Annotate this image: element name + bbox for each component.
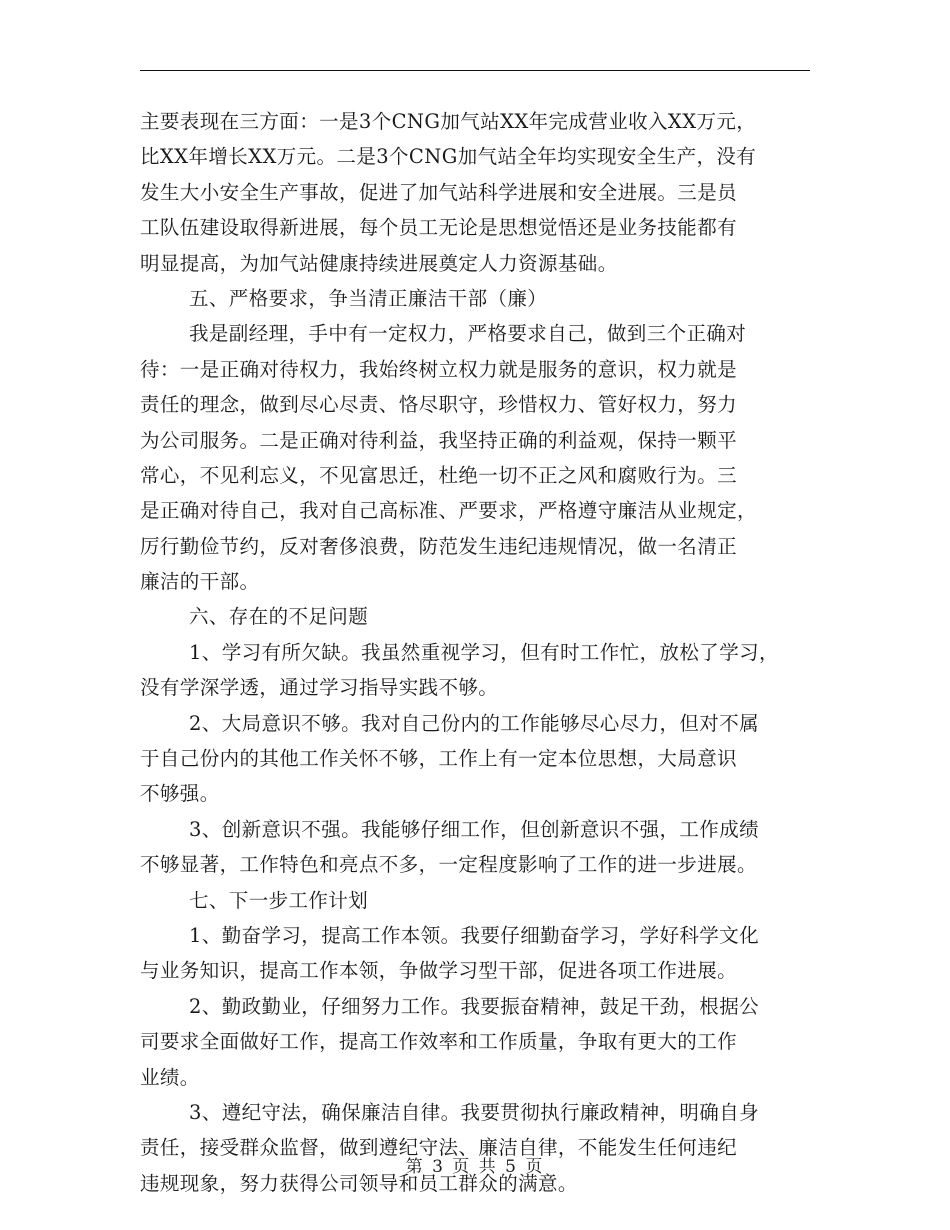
header-rule: [140, 70, 810, 71]
page-number-footer: 第 3 页 共 5 页: [405, 1157, 545, 1177]
text-line: 2、勤政勤业，仔细努力工作。我要振奋精神，鼓足干劲，根据公: [189, 994, 760, 1018]
text-line: 与业务知识，提高工作本领，争做学习型干部，促进各项工作进展。: [140, 959, 738, 983]
text-line: 不够显著，工作特色和亮点不多，一定程度影响了工作的进一步进展。: [140, 853, 757, 877]
text-line: 2、大局意识不够。我对自己份内的工作能够尽心尽力，但对不属: [189, 711, 760, 735]
text-line: 明显提高，为加气站健康持续进展奠定人力资源基础。: [140, 251, 618, 275]
text-line: 不够强。: [140, 782, 220, 806]
text-line: 常心，不见利忘义，不见富思迁，杜绝一切不正之风和腐败行为。三: [140, 463, 738, 487]
text-line: 没有学深学透，通过学习指导实践不够。: [140, 676, 499, 700]
text-line: 司要求全面做好工作，提高工作效率和工作质量，争取有更大的工作: [140, 1030, 738, 1054]
text-line: 廉洁的干部。: [140, 570, 260, 594]
text-line: 3、创新意识不强。我能够仔细工作，但创新意识不强，工作成绩: [189, 817, 760, 841]
text-line: 业绩。: [140, 1065, 200, 1089]
text-line: 3、遵纪守法，确保廉洁自律。我要贯彻执行廉政精神，明确自身: [189, 1100, 760, 1124]
text-line: 是正确对待自己，我对自己高标准、严要求，严格遵守廉洁从业规定，: [140, 499, 757, 523]
text-line: 责任的理念，做到尽心尽责、恪尽职守，珍惜权力、管好权力，努力: [140, 393, 738, 417]
text-line: 厉行勤俭节约，反对奢侈浪费，防范发生违纪违规情况，做一名清正: [140, 534, 738, 558]
text-line: 我是副经理，手中有一定权力，严格要求自己，做到三个正确对: [189, 322, 747, 346]
text-line: 六、存在的不足问题: [189, 605, 369, 629]
text-line: 1、学习有所欠缺。我虽然重视学习，但有时工作忙，放松了学习，: [189, 640, 779, 664]
text-line: 比XX年增长XX万元。二是3个CNG加气站全年均实现安全生产，没有: [140, 145, 757, 169]
text-line: 违规现象，努力获得公司领导和员工群众的满意。: [140, 1171, 578, 1195]
text-line: 工队伍建设取得新进展，每个员工无论是思想觉悟还是业务技能都有: [140, 216, 738, 240]
text-line: 责任，接受群众监督，做到遵纪守法、廉洁自律，不能发生任何违纪: [140, 1136, 738, 1160]
text-line: 1、勤奋学习，提高工作本领。我要仔细勤奋学习，学好科学文化: [189, 923, 760, 947]
text-line: 待：一是正确对待权力，我始终树立权力就是服务的意识，权力就是: [140, 357, 738, 381]
text-line: 七、下一步工作计划: [189, 888, 369, 912]
text-line: 发生大小安全生产事故，促进了加气站科学进展和安全进展。三是员: [140, 180, 738, 204]
document-body: [140, 104, 812, 1201]
text-line: 五、严格要求，争当清正廉洁干部（廉）: [189, 286, 548, 310]
text-line: 为公司服务。二是正确对待利益，我坚持正确的利益观，保持一颗平: [140, 428, 738, 452]
text-line: 于自己份内的其他工作关怀不够，工作上有一定本位思想，大局意识: [140, 747, 738, 771]
text-line: 主要表现在三方面：一是3个CNG加气站XX年完成营业收入XX万元，: [140, 110, 757, 133]
